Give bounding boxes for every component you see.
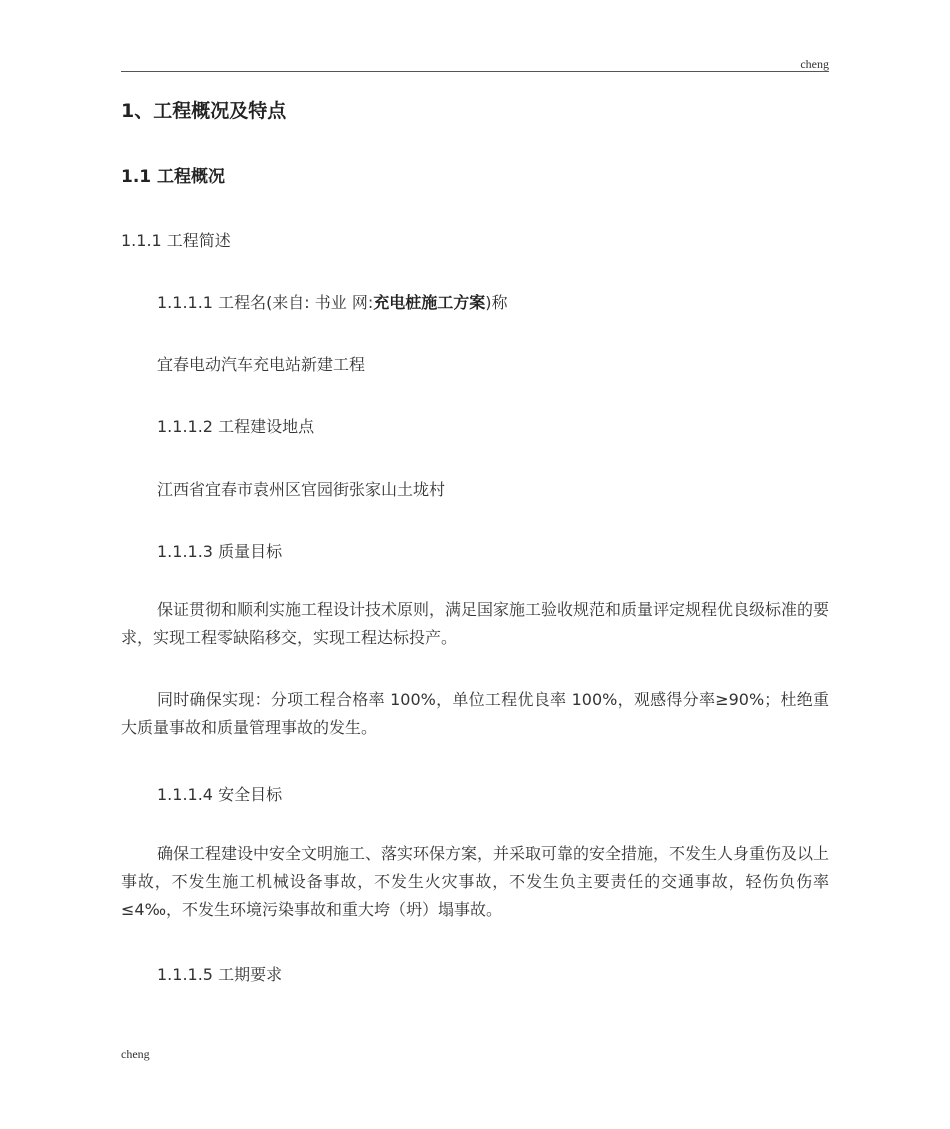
item-safety-label: 1.1.1.4 安全目标 — [157, 785, 283, 804]
safety-paragraph: 确保工程建设中安全文明施工、落实环保方案，并采取可靠的安全措施，不发生人身重伤及以上事故，不发生施工机械设备事故，不发生火灾事故，不发生负主要责任的交通事故，轻伤负伤率≤4‰，不发生环境污染事故和重大垮（坍）塌事故。 — [121, 844, 830, 919]
project-location: 江西省宜春市袁州区官园街张家山土垅村 — [157, 480, 446, 499]
item-schedule-label: 1.1.1.5 工期要求 — [157, 965, 283, 984]
quality-paragraph-2: 同时确保实现：分项工程合格率 100%，单位工程优良率 100%，观感得分率≥90%；杜绝重大质量事故和质量管理事故的发生。 — [121, 690, 829, 737]
item-label-link-text: 充电桩施工方案 — [373, 293, 486, 312]
page-footer: cheng — [121, 1047, 150, 1061]
item-quality-label: 1.1.1.3 质量目标 — [157, 542, 283, 561]
item-label-prefix: 1.1.1.1 工程名(来自: 书业 网: — [157, 293, 374, 312]
header-divider — [121, 71, 829, 72]
item-location-label: 1.1.1.2 工程建设地点 — [157, 417, 315, 436]
project-name: 宜春电动汽车充电站新建工程 — [157, 355, 366, 374]
item-label-suffix: )称 — [485, 293, 508, 312]
item-project-name-label — [157, 290, 508, 313]
quality-paragraph-1: 保证贯彻和顺利实施工程设计技术原则，满足国家施工验收规范和质量评定规程优良级标准的要求，实现工程零缺陷移交，实现工程达标投产。 — [121, 600, 830, 647]
section-heading-1-1-1: 1.1.1 工程简述 — [121, 231, 231, 250]
section-heading-1-1: 1.1 工程概况 — [121, 167, 226, 187]
page-header: cheng — [800, 57, 829, 71]
section-heading-1: 1、工程概况及特点 — [121, 100, 287, 122]
